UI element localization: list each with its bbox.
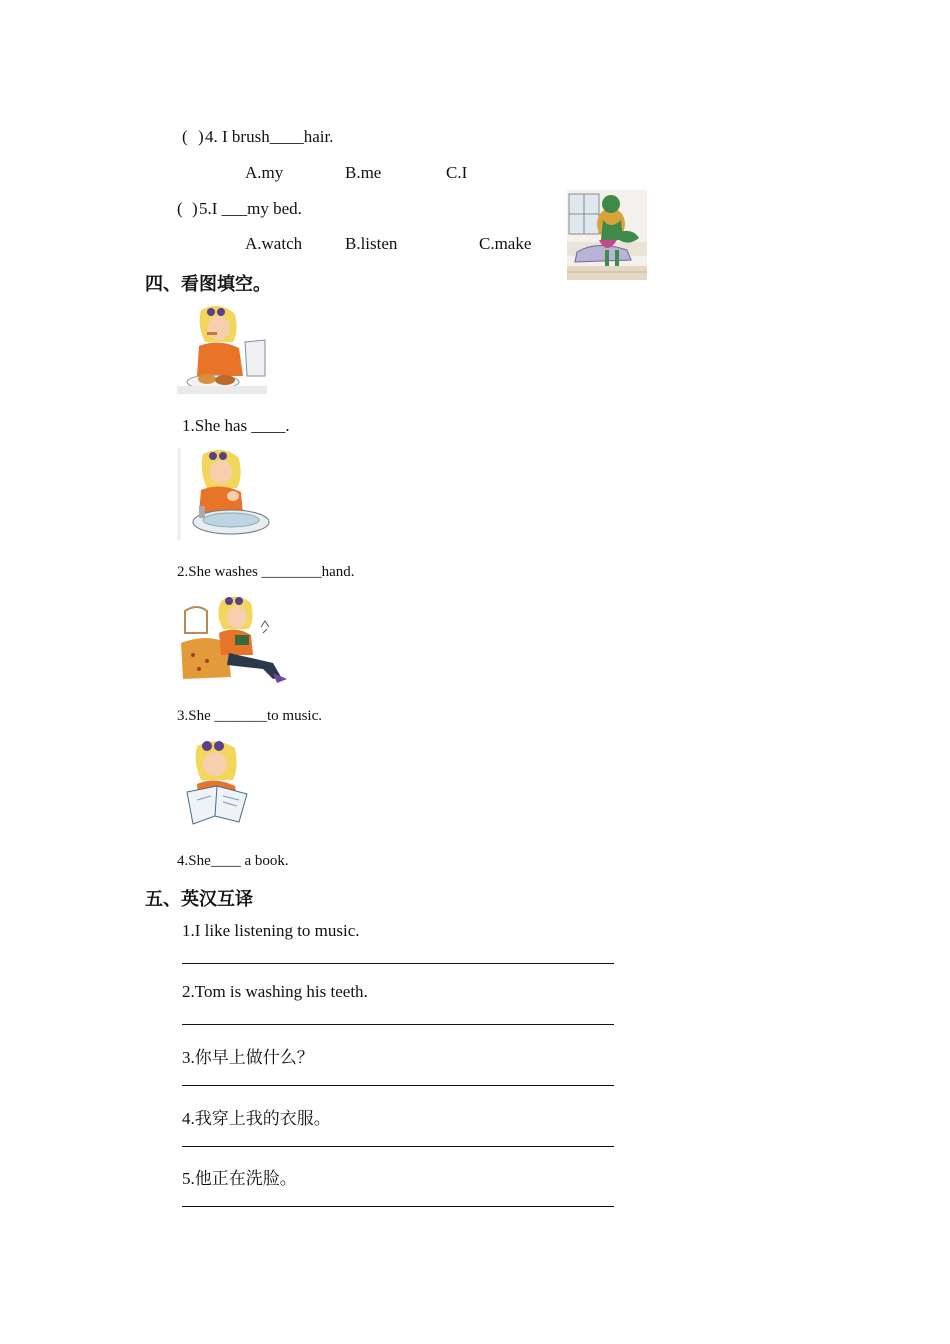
q5-option-b[interactable]: B.listen	[345, 234, 398, 253]
girl-reading-book-picture	[177, 738, 255, 828]
q4-option-c[interactable]: C.I	[446, 163, 468, 182]
q5-paren-open: (	[177, 199, 183, 218]
q5-option-a[interactable]: A.watch	[245, 234, 303, 253]
section4-item-3: 3.She _______to music.	[177, 708, 322, 724]
translate-item-4: 4.我穿上我的衣服。	[182, 1109, 331, 1128]
girl-eating-breakfast-picture	[177, 302, 267, 394]
answer-line-4[interactable]	[182, 1146, 614, 1147]
q4-stem: 4. I brush____hair.	[205, 127, 334, 146]
translate-item-3: 3.你早上做什么？	[182, 1048, 314, 1067]
girl-listening-music-picture	[177, 593, 297, 685]
translate-item-2: 2.Tom is washing his teeth.	[182, 982, 368, 1001]
answer-line-2[interactable]	[182, 1024, 614, 1025]
section4-item-2: 2.She washes ________hand.	[177, 564, 355, 580]
section5-heading: 五、英汉互译	[145, 889, 253, 910]
translate-item-5: 5.他正在洗脸。	[182, 1169, 297, 1188]
section4-heading: 四、看图填空。	[145, 274, 271, 295]
answer-line-3[interactable]	[182, 1085, 614, 1086]
q5-paren-close: )	[192, 199, 198, 218]
q4-paren-open: (	[182, 127, 188, 146]
translate-item-1: 1.I like listening to music.	[182, 921, 360, 940]
q5-stem: 5.I ___my bed.	[199, 199, 302, 218]
girl-washing-hands-picture	[177, 448, 273, 540]
answer-line-1[interactable]	[182, 963, 614, 964]
section4-item-4: 4.She____ a book.	[177, 853, 289, 869]
q4-option-a[interactable]: A.my	[245, 163, 284, 182]
section4-item-1: 1.She has ____.	[182, 416, 290, 435]
q4-option-b[interactable]: B.me	[345, 163, 382, 182]
bear-making-bed-icon	[567, 190, 647, 280]
q5-option-c[interactable]: C.make	[479, 234, 532, 253]
q4-paren-close: )	[198, 127, 204, 146]
answer-line-5[interactable]	[182, 1206, 614, 1207]
